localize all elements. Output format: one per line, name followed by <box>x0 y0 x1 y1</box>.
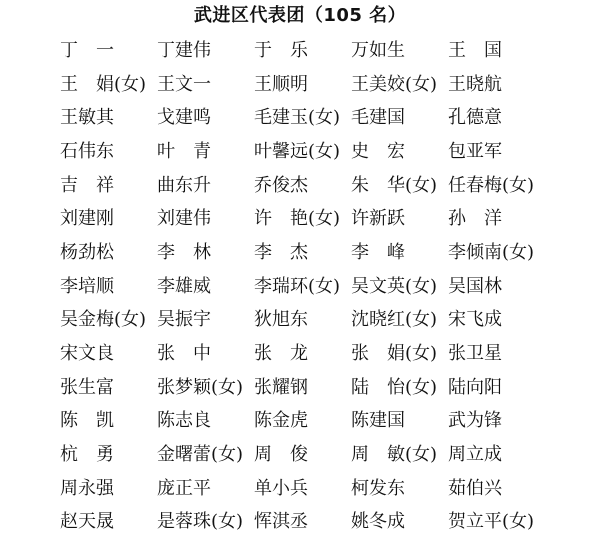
delegate-name: 刘建刚 <box>60 208 114 230</box>
delegate-name: 陆 怡(女) <box>351 376 438 398</box>
delegate-name: 丁 一 <box>60 39 114 61</box>
delegate-name: 曲东升 <box>157 174 211 196</box>
delegate-name: 李瑞环(女) <box>254 275 341 297</box>
delegate-name: 李 林 <box>157 241 211 263</box>
name-row <box>60 101 600 135</box>
delegate-name: 张 龙 <box>254 343 308 365</box>
delegate-name: 毛建玉(女) <box>254 107 341 129</box>
delegate-name: 周立成 <box>448 444 502 466</box>
delegate-name: 李 峰 <box>351 241 405 263</box>
name-row <box>60 270 600 304</box>
delegate-name-grid <box>60 34 600 539</box>
name-row <box>60 68 600 102</box>
name-row <box>60 169 600 203</box>
delegate-name: 狄旭东 <box>254 309 308 331</box>
delegate-name: 赵天晟 <box>60 511 114 533</box>
delegate-name: 李雄威 <box>157 275 211 297</box>
delegate-name: 李培顺 <box>60 275 114 297</box>
delegate-name: 贺立平(女) <box>448 511 535 533</box>
delegate-name: 庞正平 <box>157 477 211 499</box>
delegate-name: 任春梅(女) <box>448 174 535 196</box>
delegate-name: 单小兵 <box>254 477 308 499</box>
delegate-name: 陈建国 <box>351 410 405 432</box>
delegate-name: 于 乐 <box>254 39 308 61</box>
delegate-name: 吴振宇 <box>157 309 211 331</box>
delegate-name: 陆向阳 <box>448 376 502 398</box>
delegate-name: 李 杰 <box>254 241 308 263</box>
delegate-name: 周 敏(女) <box>351 444 438 466</box>
delegate-name: 戈建鸣 <box>157 107 211 129</box>
page-title: 武进区代表团（105 名） <box>193 5 407 26</box>
delegate-name: 张卫星 <box>448 343 502 365</box>
delegate-name: 杨劲松 <box>60 241 114 263</box>
delegate-name: 张耀钢 <box>254 376 308 398</box>
name-row <box>60 337 600 371</box>
name-row <box>60 135 600 169</box>
delegate-name: 许 艳(女) <box>254 208 341 230</box>
delegate-name: 沈晓红(女) <box>351 309 438 331</box>
delegate-name: 张 娟(女) <box>351 343 438 365</box>
delegate-name: 孔德意 <box>448 107 502 129</box>
delegate-name: 是蓉珠(女) <box>157 511 244 533</box>
delegate-name: 柯发东 <box>351 477 405 499</box>
delegate-name: 朱 华(女) <box>351 174 438 196</box>
delegate-name: 王美姣(女) <box>351 73 438 95</box>
delegate-name: 刘建伟 <box>157 208 211 230</box>
delegate-name: 王顺明 <box>254 73 308 95</box>
name-row <box>60 236 600 270</box>
delegate-name: 王 国 <box>448 39 502 61</box>
delegate-name: 吴金梅(女) <box>60 309 147 331</box>
delegate-name: 张 中 <box>157 343 211 365</box>
delegate-name: 许新跃 <box>351 208 405 230</box>
delegate-name: 吴文英(女) <box>351 275 438 297</box>
delegate-name: 金曙蕾(女) <box>157 444 244 466</box>
delegate-name: 王 娟(女) <box>60 73 147 95</box>
delegate-name: 包亚军 <box>448 140 502 162</box>
name-row <box>60 506 600 539</box>
delegate-name: 王敏其 <box>60 107 114 129</box>
delegate-name: 石伟东 <box>60 140 114 162</box>
delegate-name: 周 俊 <box>254 444 308 466</box>
name-row <box>60 438 600 472</box>
delegate-name: 李倾南(女) <box>448 241 535 263</box>
delegate-name: 丁建伟 <box>157 39 211 61</box>
delegate-name: 武为锋 <box>448 410 502 432</box>
name-row <box>60 304 600 338</box>
name-row <box>60 34 600 68</box>
delegate-name: 毛建国 <box>351 107 405 129</box>
delegate-name: 吴国林 <box>448 275 502 297</box>
delegate-name: 宋文良 <box>60 343 114 365</box>
delegate-name: 陈 凯 <box>60 410 114 432</box>
name-row <box>60 472 600 506</box>
delegate-name: 宋飞成 <box>448 309 502 331</box>
delegate-name: 陈金虎 <box>254 410 308 432</box>
delegate-name: 姚冬成 <box>351 511 405 533</box>
name-row <box>60 202 600 236</box>
delegate-name: 史 宏 <box>351 140 405 162</box>
delegate-name: 张生富 <box>60 376 114 398</box>
delegate-name: 孙 洋 <box>448 208 502 230</box>
name-row <box>60 371 600 405</box>
delegate-name: 茹伯兴 <box>448 477 502 499</box>
delegate-name: 周永强 <box>60 477 114 499</box>
delegate-name: 万如生 <box>351 39 405 61</box>
delegate-name: 张梦颖(女) <box>157 376 244 398</box>
delegate-name: 王晓航 <box>448 73 502 95</box>
name-row <box>60 405 600 439</box>
delegate-name: 叶馨远(女) <box>254 140 341 162</box>
delegate-name: 陈志良 <box>157 410 211 432</box>
delegate-name: 恽淇丞 <box>254 511 308 533</box>
delegate-name: 吉 祥 <box>60 174 114 196</box>
delegate-name: 乔俊杰 <box>254 174 308 196</box>
delegate-name: 杭 勇 <box>60 444 114 466</box>
delegate-name: 王文一 <box>157 73 211 95</box>
delegate-name: 叶 青 <box>157 140 211 162</box>
